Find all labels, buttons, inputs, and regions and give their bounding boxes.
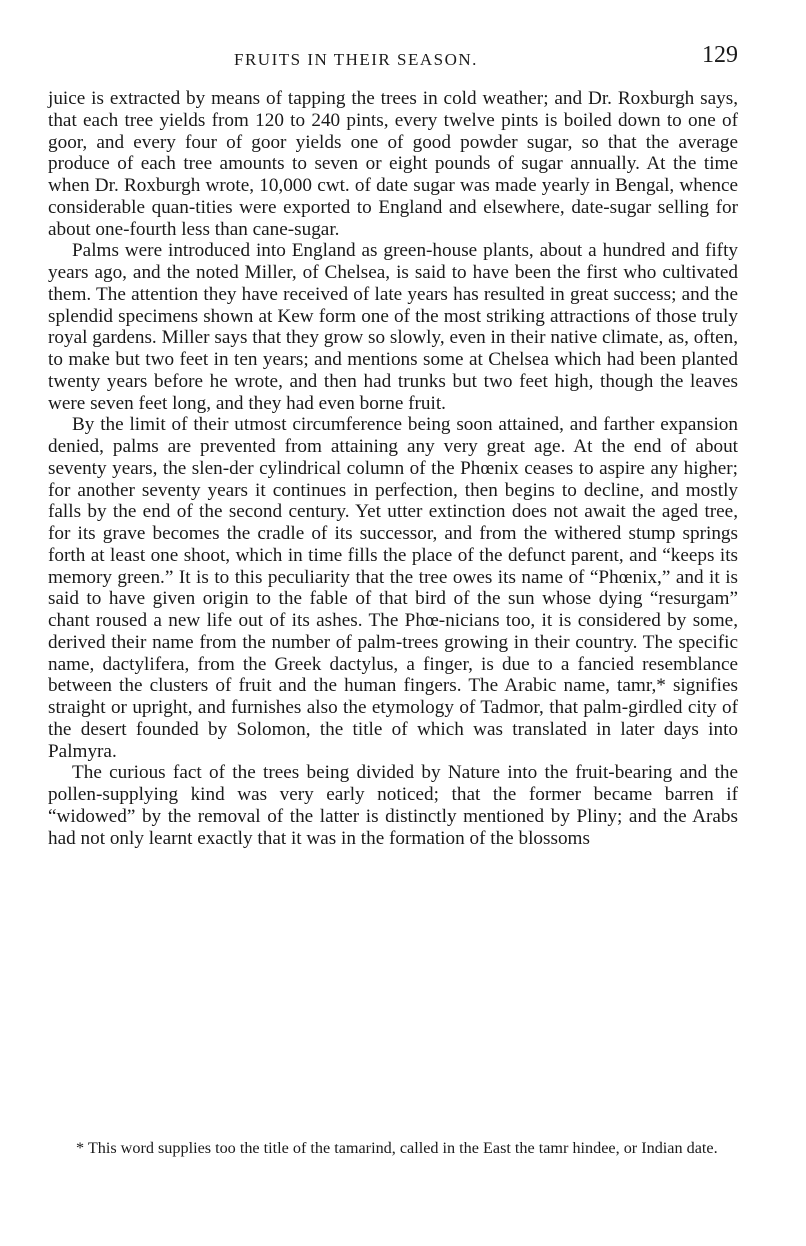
running-title: FRUITS IN THEIR SEASON. xyxy=(234,50,478,69)
footnote xyxy=(48,1138,738,1159)
page-number: 129 xyxy=(702,42,738,68)
paragraph: Palms were introduced into England as green-house plants, about a hundred and fifty years ago, and the noted Miller, of Chelsea, is said to have been the first who cultivated them. The attention they have received of late years has resulted in great success; and the splendid specimens shown at Kew form one of the most striking attractions of those truly royal gardens. Miller says that they grow so slowly, even in their native climate, as, often, to make but two feet in ten years; and mentions some at Chelsea which had been planted twenty years before he wrote, and then had trunks but two feet high, though the leaves were seven feet long, and they had even borne fruit. xyxy=(48,240,738,414)
paragraph: The curious fact of the trees being divided by Nature into the fruit-bearing and the pollen-supplying kind was very early noticed; that the former became barren if “widowed” by the removal of the latter is distinctly mentioned by Pliny; and the Arabs had not only learnt exactly that it was in the formation of the blossoms xyxy=(48,762,738,849)
body-text xyxy=(48,88,738,849)
paragraph: juice is extracted by means of tapping the trees in cold weather; and Dr. Roxburgh says, that each tree yields from 120 to 240 pints, every twelve pints is boiled down to one of goor, and every four of goor yields one of good powder sugar, so that the average produce of each tree amounts to seven or eight pounds of sugar annually. At the time when Dr. Roxburgh wrote, 10,000 cwt. of date sugar was made yearly in Bengal, whence considerable quan-tities were exported to England and elsewhere, date-sugar selling for about one-fourth less than cane-sugar. xyxy=(48,88,738,240)
paragraph: By the limit of their utmost circumference being soon attained, and farther expansion denied, palms are prevented from attaining any very great age. At the end of about seventy years, the slen-der cylindrical column of the Phœnix ceases to aspire any higher; for another seventy years it continues in perfection, then begins to decline, and mostly falls by the end of the second century. Yet utter extinction does not await the aged tree, for its grave becomes the cradle of its successor, and from the withered stump springs forth at least one shoot, which in time fills the place of the defunct parent, and “keeps its memory green.” It is to this peculiarity that the tree owes its name of “Phœnix,” and it is said to have given origin to the fable of that bird of the sun whose dying “resurgam” chant roused a new life out of its ashes. The Phœ-nicians too, it is considered by some, derived their name from the number of palm-trees growing in their country. The specific name, dactylifera, from the Greek dactylus, a finger, is due to a fancied resemblance between the clusters of fruit and the human fingers. The Arabic name, tamr,* signifies straight or upright, and furnishes also the etymology of Tadmor, that palm-girdled city of the desert founded by Solomon, the title of which was translated in later days into Palmyra. xyxy=(48,414,738,762)
footnote-text: * This word supplies too the title of the tamarind, called in the East the tamr hindee, or Indian date. xyxy=(76,1139,718,1157)
page-header xyxy=(0,40,806,76)
